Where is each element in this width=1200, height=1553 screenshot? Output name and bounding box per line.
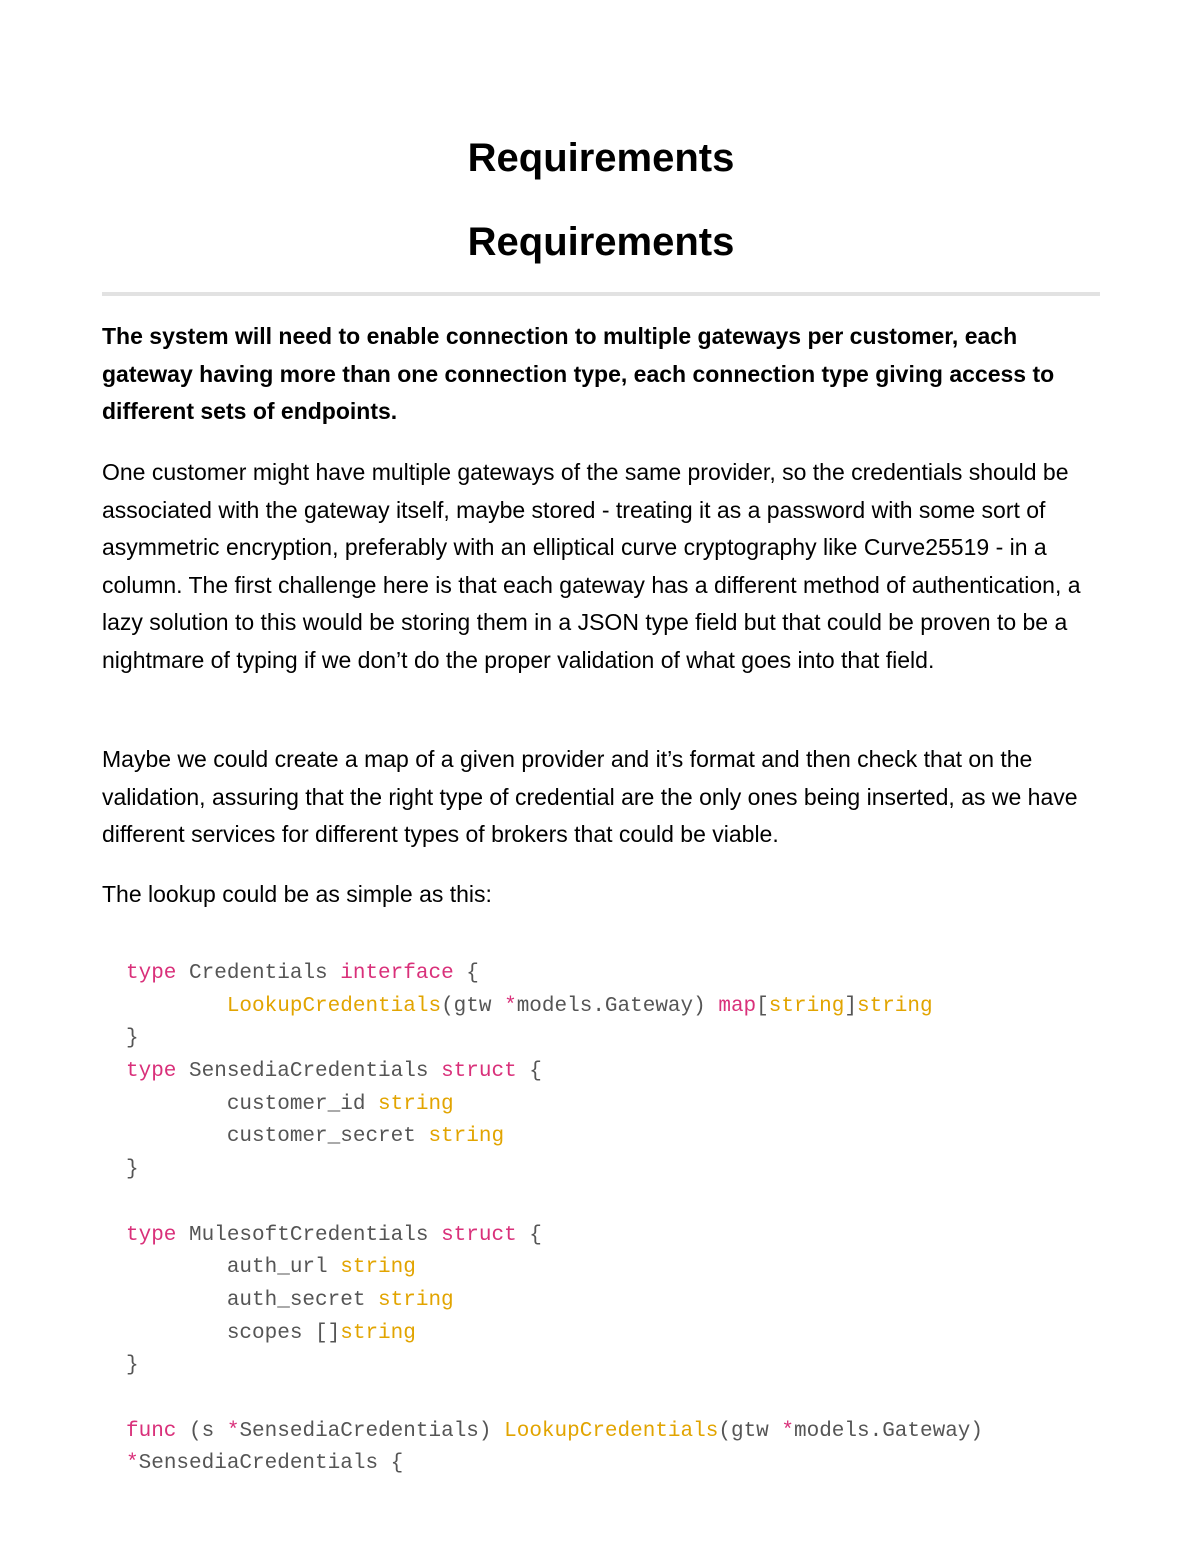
intro-paragraph: The system will need to enable connection to multiple gateways per customer, each gateway having more than one connection type, each connection type giving access to different sets of endpoints.	[102, 323, 1055, 424]
code-line	[126, 1056, 983, 1089]
code-line	[126, 1023, 983, 1056]
code-token: }	[126, 1158, 139, 1182]
document-title: Requirements	[467, 136, 735, 180]
code-token: auth_url	[126, 1256, 341, 1280]
code-token: struct	[441, 1223, 517, 1247]
lookup-paragraph: The lookup could be as simple as this:	[102, 881, 492, 907]
code-token: customer_id	[126, 1092, 379, 1116]
validation-paragraph: Maybe we could create a map of a given provider and it’s format and then check that on the validation, assuring that the right type of credential are the only ones being inserted, as we have different services for different types of brokers that could be viable.	[102, 746, 1078, 847]
code-token: models.Gateway)	[516, 994, 719, 1018]
code-token: {	[516, 1223, 542, 1247]
code-token: type	[126, 1060, 177, 1084]
code-token: type	[126, 962, 177, 985]
code-line	[126, 1318, 983, 1351]
code-token: struct	[441, 1060, 517, 1084]
code-token: type	[126, 1223, 177, 1247]
code-token: customer_secret	[126, 1125, 429, 1149]
code-token: {	[516, 1060, 542, 1084]
code-line	[126, 1121, 983, 1154]
code-token: string	[768, 994, 845, 1018]
code-token: MulesoftCredentials	[176, 1223, 442, 1247]
heading-divider	[102, 292, 1100, 296]
code-token: string	[857, 994, 933, 1018]
section-heading: Requirements	[467, 220, 735, 264]
code-line	[126, 958, 983, 991]
code-token: *	[781, 1419, 794, 1443]
code-token: func	[126, 1419, 177, 1443]
code-token: (s	[176, 1419, 227, 1443]
code-line	[126, 1285, 983, 1318]
code-token: {	[453, 962, 479, 985]
code-token: string	[428, 1125, 505, 1149]
code-token: }	[126, 1354, 139, 1378]
code-token: models.Gateway)	[793, 1419, 984, 1443]
code-line	[126, 1154, 983, 1187]
code-token: *	[126, 1452, 139, 1476]
code-token: string	[340, 1321, 416, 1345]
code-token: map	[718, 994, 757, 1018]
code-token: SensediaCredentials {	[138, 1452, 404, 1476]
code-token: [	[756, 994, 769, 1018]
code-token	[126, 995, 227, 1018]
code-token: ]	[844, 994, 857, 1018]
code-line	[126, 1448, 983, 1481]
code-line	[126, 1252, 983, 1285]
code-token: *	[504, 994, 517, 1018]
code-line	[126, 1187, 983, 1220]
code-token: }	[126, 1027, 139, 1051]
code-token: string	[378, 1288, 454, 1312]
code-line	[126, 1220, 983, 1253]
code-token: string	[378, 1092, 454, 1116]
code-line	[126, 991, 983, 1024]
code-token: scopes []	[126, 1321, 341, 1345]
code-token: interface	[340, 962, 454, 985]
code-token: (gtw	[718, 1419, 782, 1443]
code-token: LookupCredentials	[226, 994, 442, 1018]
code-token: auth_secret	[126, 1288, 379, 1312]
code-token: string	[340, 1256, 416, 1280]
code-block	[126, 958, 983, 1481]
code-token: *	[226, 1419, 240, 1443]
credentials-paragraph: One customer might have multiple gateways of the same provider, so the credentials should be associated with the gateway itself, maybe stored - treating it as a password with some sort of asymmetric encryption, preferably with an elliptical curve cryptography like Curve25519 - in a column. The first challenge here is that each gateway has a different method of authentication, a lazy solution to this would be storing them in a JSON type field but that could be proven to be a nightmare of typing if we don’t do the proper validation of what goes into that field.	[102, 459, 1081, 673]
code-token: SensediaCredentials	[176, 1060, 442, 1084]
code-token: LookupCredentials	[504, 1419, 719, 1443]
code-token: Credentials	[176, 962, 341, 985]
code-line	[126, 1416, 983, 1449]
code-token: (gtw	[441, 994, 505, 1018]
code-line	[126, 1089, 983, 1122]
code-line	[126, 1350, 983, 1383]
code-token: SensediaCredentials)	[239, 1419, 505, 1443]
code-line	[126, 1383, 983, 1416]
